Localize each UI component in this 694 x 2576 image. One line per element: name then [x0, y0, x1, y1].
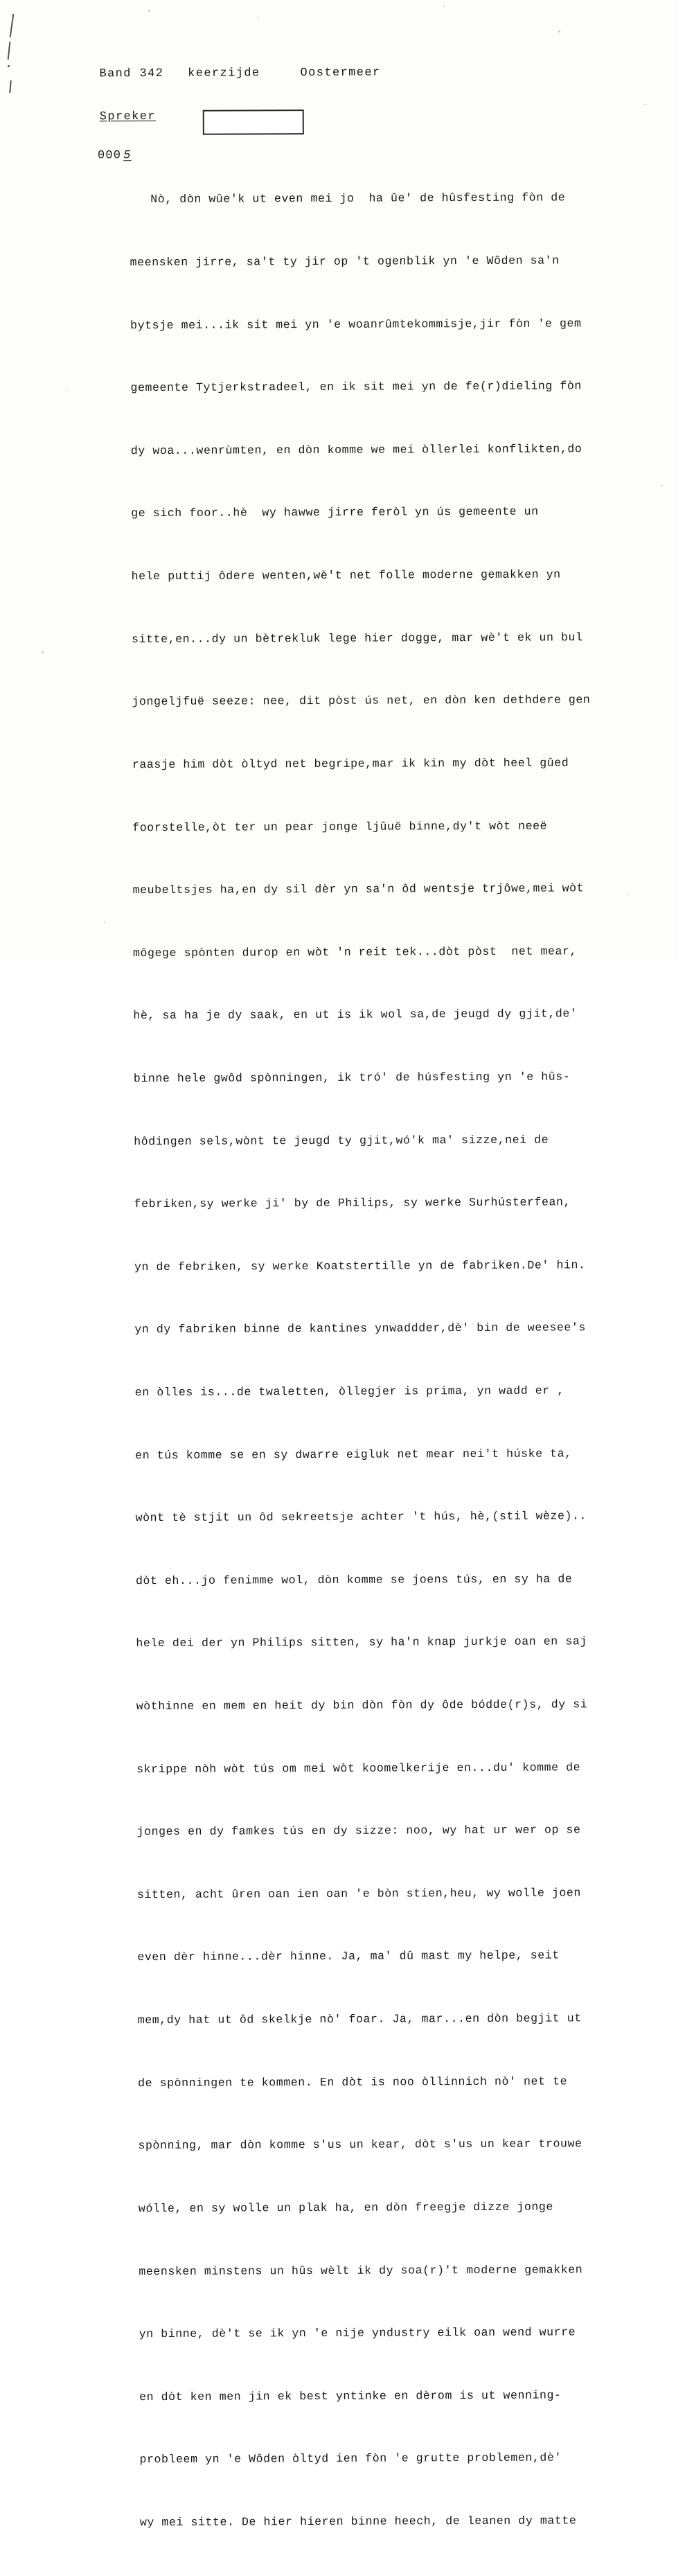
transcript-body	[130, 145, 694, 2575]
transcript-line: hele dei der yn Philips sitten, sy ha'n knap jurkje oan en saj	[136, 1634, 587, 1650]
transcript-line: yn dy fabriken binne de kantines ynwaddder,dè' bin de weesee's	[134, 1321, 586, 1336]
transcript-line: en dòt ken men jin ek best yntinke en dèrom is ut wenning-	[139, 2388, 562, 2403]
transcript-line: wònt tè stjit un ôd sekreetsje achter 't hús, hè,(stil wèze)..	[135, 1509, 587, 1525]
document-header	[99, 67, 380, 81]
transcript-line: probleem yn 'e Wôden òltyd ien fòn 'e grutte problemen,dè'	[139, 2451, 562, 2467]
transcript-line: Nò, dòn wûe'k ut even mei jo ha ûe' de hûsfesting fòn de	[150, 191, 566, 206]
transcript-line: meensken minstens un hûs wèlt ik dy soa(r)'t moderne gemakken	[139, 2262, 583, 2278]
transcript-line: skrippe nòh wòt tús om mei wòt koomelkerije en...du' komme de	[136, 1761, 581, 1776]
transcript-line: de spònningen te kommen. En dòt is noo òllinnich nò' net te	[138, 2074, 568, 2090]
page-edge-marks	[7, 14, 25, 104]
band-label: Band 342	[99, 67, 164, 81]
transcript-line: foorstelle,òt ter un pear jonge ljûuë binne,dy't wòt neeë	[132, 819, 548, 834]
place-label: Oostermeer	[300, 66, 381, 80]
timecode	[98, 149, 134, 162]
transcript-line: spònning, mar dòn komme s'us un kear, dòt s'us un kear trouwe	[138, 2137, 582, 2153]
transcript-line: dòt eh...jo fenimme wol, dòn komme se joens tús, en sy ha de	[135, 1572, 573, 1587]
transcript-line: jonges en dy famkes tús en dy sizze: noo, wy hat ur wer op se	[136, 1823, 581, 1839]
transcript-line: raasje him dòt òltyd net begripe,mar ik kin my dòt heel gûed	[132, 756, 569, 772]
transcript-line: sitten, acht ûren oan ien oan 'e bòn stien,heu, wy wolle joen	[136, 1886, 581, 1902]
transcript-line: en òlles is...de twaletten, òllegjer is prima, yn wadd er ,	[134, 1384, 564, 1400]
transcript-line: sitte,en...dy un bètrekluk lege hier dogge, mar wè't ek un bul	[131, 630, 583, 646]
transcript-line: yn de febriken, sy werke Koatstertille yn de fabriken.De' hin.	[134, 1258, 586, 1273]
transcript-line: mem,dy hat ut ôd skelkje nò' foar. Ja, mar...en dòn begjit ut	[137, 2011, 582, 2027]
transcript-line: hele puttij ôdere wenten,wè't net folle moderne gemakken yn	[131, 567, 561, 583]
transcript-line: jongeljfuë seeze: nee, dit pòst ús net, en dòn ken dethdere gen	[132, 693, 591, 709]
transcript-line: bytsje mei...ik sit mei yn 'e woanrûmtekommisje,jir fòn 'e gem	[130, 316, 582, 332]
timecode-number: 000	[97, 149, 122, 163]
transcript-line: hè, sa ha je dy saak, en ut is ik wol sa,de jeugd dy gjit,de'	[133, 1007, 578, 1023]
transcript-line: gemeente Tytjerkstradeel, en ik sit mei yn de fe(r)dieling fòn	[130, 379, 582, 395]
transcript-line: dy woa...wenrùmten, en dòn komme we mei òllerlei konflikten,do	[130, 442, 582, 458]
side-label: keerzijde	[188, 67, 260, 80]
transcript-line: wy mei sitte. De hier hieren binne heech, de leanen dy matte	[139, 2514, 577, 2530]
speaker-label-text: Spreker	[99, 110, 156, 124]
transcript-line: even dèr hinne...dèr hinne. Ja, ma' dû mast my helpe, seit	[137, 1948, 560, 1964]
transcript-line: febriken,sy werke ji' by de Philips, sy werke Surhústerfean,	[134, 1195, 571, 1211]
transcript-line: binne hele gwôd spònningen, ik tró' de húsfesting yn 'e hûs-	[133, 1070, 571, 1086]
speaker-field[interactable]	[203, 109, 304, 135]
transcript-line: meubeltsjes ha,en dy sil dèr yn sa'n ôd wentsje trjôwe,mei wòt	[132, 881, 585, 897]
speaker-label	[100, 110, 156, 123]
timecode-mark: 5	[123, 149, 132, 163]
transcript-line: yn binne, dè't se ik yn 'e nije yndustry eilk oan wend wurre	[139, 2325, 576, 2341]
transcript-line: hôdingen sels,wònt te jeugd ty gjit,wó'k ma' sizze,nei de	[134, 1133, 549, 1148]
transcript-line: en tús komme se en sy dwarre eigluk net mear nei't húske ta,	[135, 1447, 572, 1462]
transcript-line: meensken jirre, sa't ty jir op 't ogenblik yn 'e Wôden sa'n	[130, 254, 560, 270]
transcript-line: môgege spònten durop en wòt 'n reit tek...dòt pòst net mear,	[132, 944, 578, 960]
transcript-line: wólle, en sy wolle un plak ha, en dòn freegje dizze jonge	[138, 2200, 553, 2216]
transcript-line: ge sich foor..hè wy hawwe jirre feròl yn ús gemeente un	[131, 505, 539, 520]
transcript-line: wòthinne en mem en heit dy bin dòn fòn dy ôde bódde(r)s, dy si	[136, 1697, 588, 1713]
